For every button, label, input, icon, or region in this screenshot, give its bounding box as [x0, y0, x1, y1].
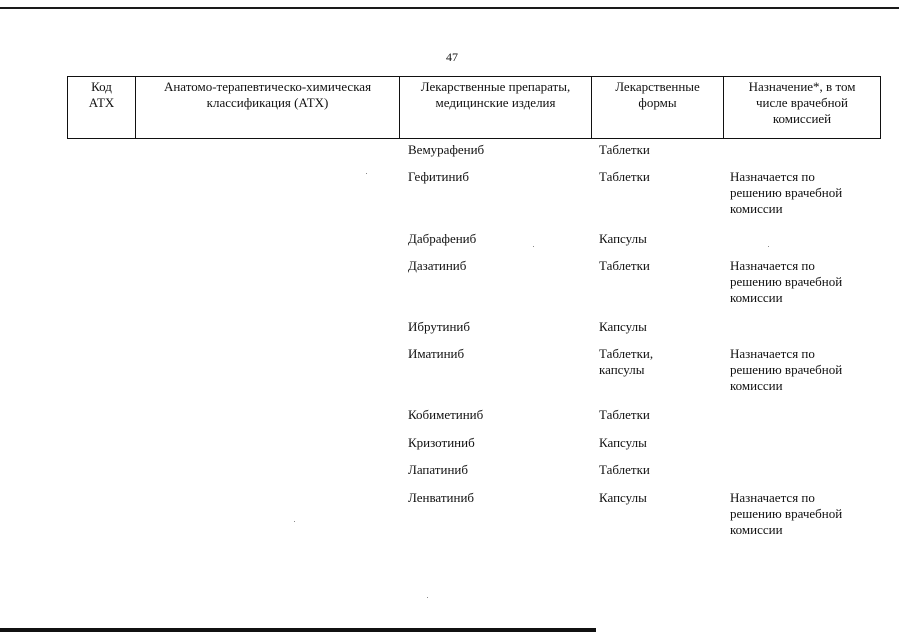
drug-name: Кризотиниб — [408, 435, 475, 450]
header-atx-classification-text: Анатомо-терапевтическо-химическая классификация (АТХ) — [163, 79, 372, 110]
drug-name: Кобиметиниб — [408, 407, 484, 422]
drug-name: Ленватиниб — [408, 490, 475, 505]
scan-speck — [366, 173, 367, 174]
header-drugs — [400, 77, 592, 139]
header-purpose — [724, 77, 881, 139]
dosage-form: Капсулы — [599, 435, 647, 450]
drug-name: Дазатиниб — [408, 258, 467, 273]
header-purpose-text: Назначение*, в том числе врачебной комиссией — [748, 79, 856, 126]
header-forms-text: Лекарственные формы — [615, 79, 700, 110]
dosage-form: Капсулы — [599, 490, 647, 505]
purpose-note: Назначается по решению врачебной комиссии — [730, 346, 843, 393]
header-code-atx-text: Код АТХ — [88, 79, 115, 110]
dosage-form: Таблетки — [599, 462, 650, 477]
purpose-note: Назначается по решению врачебной комиссии — [730, 258, 843, 305]
dosage-form: Капсулы — [599, 231, 647, 246]
scan-speck — [294, 521, 295, 522]
purpose-note: Назначается по решению врачебной комиссии — [730, 169, 843, 216]
header-atx-classification — [136, 77, 400, 139]
top-rule — [0, 7, 899, 9]
dosage-form: Таблетки — [599, 407, 650, 422]
drug-name: Иматиниб — [408, 346, 465, 361]
drug-name: Лапатиниб — [408, 462, 468, 477]
drug-name: Дабрафениб — [408, 231, 477, 246]
scan-speck — [533, 246, 534, 247]
header-forms — [592, 77, 724, 139]
drug-name: Гефитиниб — [408, 169, 470, 184]
bottom-rule — [0, 628, 596, 632]
drug-name: Вемурафениб — [408, 142, 485, 157]
purpose-note: Назначается по решению врачебной комиссии — [730, 490, 843, 537]
dosage-form: Капсулы — [599, 319, 647, 334]
scan-speck — [427, 597, 428, 598]
header-code-atx — [68, 77, 136, 139]
dosage-form: Таблетки — [599, 258, 650, 273]
header-drugs-text: Лекарственные препараты, медицинские изделия — [420, 79, 571, 110]
drug-name: Ибрутиниб — [408, 319, 470, 334]
page-number: 47 — [446, 50, 458, 64]
table-header — [67, 76, 881, 139]
dosage-form: Таблетки, капсулы — [599, 346, 654, 377]
dosage-form: Таблетки — [599, 142, 650, 157]
header-row — [68, 77, 881, 139]
scan-speck — [768, 246, 769, 247]
dosage-form: Таблетки — [599, 169, 650, 184]
